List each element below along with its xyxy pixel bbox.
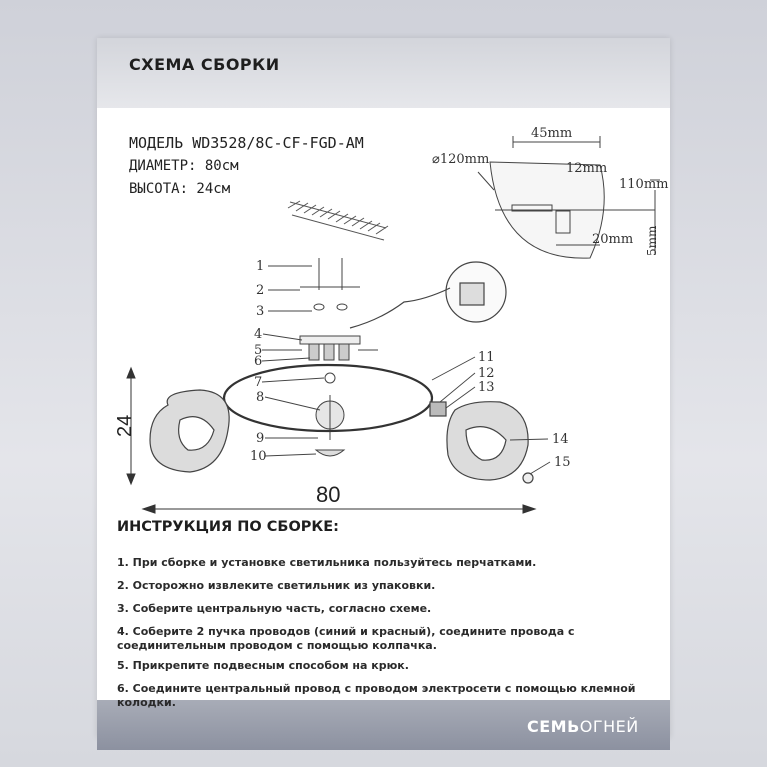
- part-3-label: 3: [256, 304, 265, 319]
- part-12-label: 12: [478, 366, 495, 381]
- part-8-label: 8: [256, 390, 265, 405]
- part-15-label: 15: [554, 455, 571, 470]
- model-spec: МОДЕЛЬ WD3528/8C-CF-FGD-AM: [129, 134, 364, 152]
- part-10-label: 10: [250, 449, 267, 464]
- part-13-label: 13: [478, 380, 495, 395]
- part-9-label: 9: [256, 431, 265, 446]
- diameter-spec: ДИАМЕТР: 80см: [129, 158, 239, 174]
- dim-5-label: 5mm: [645, 225, 659, 256]
- dim-120-label: ⌀120mm: [432, 152, 490, 167]
- instructions-title: ИНСТРУКЦИЯ ПО СБОРКЕ:: [117, 519, 339, 535]
- instruction-step: 5. Прикрепите подвесным способом на крюк.: [117, 659, 409, 672]
- instruction-step: 4. Соберите 2 пучка проводов (синий и красный), соедините провода с соединительным проводом с помощью колпачка.: [117, 625, 575, 652]
- instruction-step: 1. При сборке и установке светильника пользуйтесь перчатками.: [117, 556, 537, 569]
- width-dimension-label: 80: [316, 482, 341, 507]
- part-1-label: 1: [256, 259, 265, 274]
- instruction-step: 3. Соберите центральную часть, согласно схеме.: [117, 602, 432, 615]
- brand-light: ОГНЕЙ: [579, 717, 639, 736]
- brand-bold: СЕМЬ: [527, 717, 580, 736]
- part-11-label: 11: [478, 350, 495, 365]
- ceiling-hatch: [288, 201, 388, 240]
- brand-logo: [527, 717, 639, 736]
- height-spec: ВЫСОТА: 24см: [129, 181, 231, 197]
- part-2-label: 2: [256, 283, 265, 298]
- central-mount: [282, 258, 378, 456]
- part-14-label: 14: [552, 432, 569, 447]
- part-4-label: 4: [254, 327, 263, 342]
- instruction-step: 6. Соедините центральный провод с проводом электросети с помощью клемной колодки.: [117, 682, 636, 709]
- dim-110-label: 110mm: [619, 177, 669, 192]
- part-6-label: 6: [254, 354, 263, 369]
- right-glass-shade: [430, 402, 533, 483]
- instructions-list: [117, 556, 662, 719]
- wire-connector-detail: [350, 262, 506, 328]
- part-7-label: 7: [254, 375, 263, 390]
- instruction-step: 2. Осторожно извлеките светильник из упаковки.: [117, 579, 436, 592]
- dim-12-label: 12mm: [566, 161, 608, 176]
- left-glass-shade: [150, 390, 229, 472]
- dim-45-label: 45mm: [531, 126, 573, 141]
- part-5-label: 5: [254, 343, 263, 358]
- height-dimension-label: 24: [114, 414, 136, 437]
- page-title: СХЕМА СБОРКИ: [129, 55, 280, 74]
- dim-20-label: 20mm: [592, 232, 634, 247]
